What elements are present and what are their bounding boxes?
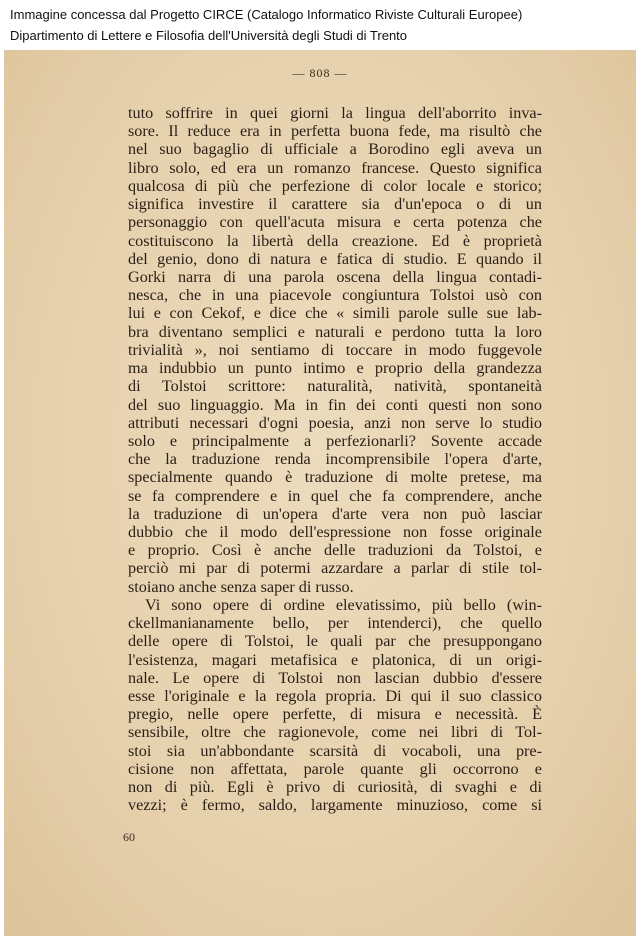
- text-line: trivialità », noi sentiamo di toccare in modo fuggevole: [128, 340, 542, 359]
- source-banner: [0, 0, 640, 48]
- text-line: del suo linguaggio. Ma in fin dei conti questi non sono: [128, 395, 542, 414]
- text-line: nale. Le opere di Tolstoi non lascian dubbio d'essere: [128, 668, 542, 687]
- text-line: e proprio. Così è anche delle traduzioni da Tolstoi, e: [128, 541, 542, 560]
- body-text: [128, 104, 542, 815]
- text-line: specialmente quando è traduzione di molte pretese, ma: [128, 468, 542, 487]
- page-footer-number: 60: [123, 830, 135, 844]
- text-line: non di più. Egli è privo di curiosità, di svaghi e di: [128, 778, 542, 797]
- text-line: esse l'originale e la regola propria. Di qui il suo classico: [128, 687, 542, 705]
- text-line: vezzi; è fermo, saldo, largamente minuzioso, come si: [128, 796, 542, 815]
- text-line: stoiano anche senza saper di russo.: [128, 577, 354, 596]
- text-line: stoi sia un'abbondante scarsità di vocaboli, una pre-: [128, 741, 542, 760]
- text-line: sensibile, oltre che ragionevole, come nei libri di Tol-: [128, 723, 542, 742]
- text-line: l'esistenza, magari metafisica e platonica, di un origi-: [128, 650, 542, 669]
- text-line: se fa comprendere e in quel che fa comprendere, anche: [128, 486, 542, 505]
- text-line: ckellmanianamente bello, per intenderci), che quello: [128, 614, 542, 633]
- text-line: sore. Il reduce era in perfetta buona fede, ma risultò che: [128, 122, 542, 141]
- text-line: la traduzione di un'opera d'arte vera non può lasciar: [128, 504, 542, 523]
- text-line: delle opere di Tolstoi, le quali par che presuppongano: [128, 632, 542, 651]
- text-line: perciò mi par di potermi azzardare a parlar di stile tol-: [128, 559, 542, 578]
- text-line: solo e principalmente a perfezionarli? Sovente accade: [128, 431, 542, 450]
- text-line: libro solo, ed era un romanzo francese. Questo significa: [128, 158, 542, 177]
- text-line: tuto soffrire in quei giorni la lingua dell'aborrito inva-: [128, 104, 542, 122]
- page-header-number: — 808 —: [292, 66, 348, 80]
- text-line: bra diventano semplici e naturali e perdono tutta la loro: [128, 322, 542, 341]
- text-line: che la traduzione renda incomprensibile l'opera d'arte,: [128, 450, 542, 469]
- banner-line-1: Immagine concessa dal Progetto CIRCE (Catalogo Informatico Riviste Culturali Europee): [10, 7, 523, 22]
- text-line: ma indubbio un punto intimo e proprio della grandezza: [128, 359, 542, 378]
- text-line: costituiscono la libertà della creazione. Ed è proprietà: [128, 231, 542, 250]
- text-line: pregio, nelle opere perfette, di misura e necessità. È: [128, 705, 542, 724]
- text-line: Vi sono opere di ordine elevatissimo, più bello (win-: [145, 595, 542, 614]
- text-line: significa investire il carattere sia d'un'epoca o di un: [128, 195, 542, 214]
- text-line: cisione non affettata, parole quante gli occorrono e: [128, 759, 542, 778]
- text-line: nesca, che in una piacevole congiuntura Tolstoi usò con: [128, 286, 542, 305]
- text-line: dubbio che il modo dell'espressione non fosse originale: [128, 523, 542, 542]
- text-line: lui e con Cekof, e dice che « simili parole sulle sue lab-: [128, 304, 542, 323]
- text-line: nel suo bagaglio di ufficiale a Borodino egli aveva un: [128, 140, 542, 159]
- text-line: personaggio con quell'acuta misura e certa potenza che: [128, 213, 542, 232]
- text-line: Gorki narra di una parola oscena della lingua contadi-: [128, 267, 542, 286]
- text-line: del genio, dono di natura e fatica di studio. E quando il: [128, 249, 542, 268]
- banner-line-2: Dipartimento di Lettere e Filosofia dell'Università degli Studi di Trento: [10, 28, 408, 43]
- text-line: di Tolstoi scrittore: naturalità, natività, spontaneità: [128, 377, 542, 396]
- text-line: attributi necessari d'ogni poesia, anzi non serve lo studio: [128, 413, 542, 432]
- text-line: qualcosa di più che perfezione di color locale e storico;: [128, 176, 542, 195]
